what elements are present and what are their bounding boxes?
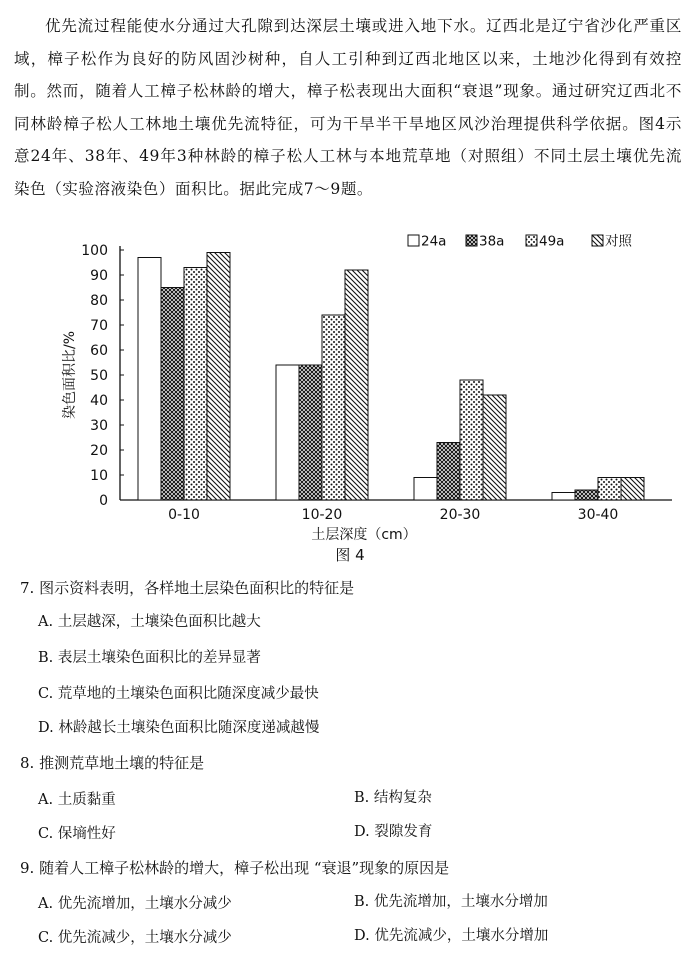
- x-axis-label: 土层深度（cm）: [311, 527, 417, 543]
- bar-38a-10-20: [299, 365, 322, 500]
- bar-38a-0-10: [161, 288, 184, 501]
- bar-chart: [0, 228, 693, 568]
- passage: [14, 10, 682, 205]
- legend-label-38a: 38a: [479, 233, 505, 250]
- bar-24a-0-10: [138, 258, 161, 501]
- y-tick-label: 90: [90, 268, 108, 284]
- y-tick-label: 100: [81, 243, 108, 259]
- bar-对照-0-10: [207, 253, 230, 501]
- y-tick-label: 60: [90, 343, 108, 359]
- bar-49a-10-20: [322, 315, 345, 500]
- question-7-option-d: D. 林龄越长土壤染色面积比随深度递减越慢: [38, 720, 320, 736]
- question-9-option-c: C. 优先流减少，土壤水分减少: [38, 930, 232, 946]
- bar-对照-20-30: [483, 395, 506, 500]
- legend-swatch-49a: [526, 235, 537, 246]
- question-9-option-d: D. 优先流减少，土壤水分增加: [354, 928, 549, 944]
- bar-24a-20-30: [414, 478, 437, 501]
- y-tick-label: 0: [99, 493, 108, 509]
- bar-对照-10-20: [345, 270, 368, 500]
- y-tick-label: 10: [90, 468, 108, 484]
- question-7-option-b: B. 表层土壤染色面积比的差异显著: [38, 650, 261, 666]
- x-tick-label: 30-40: [577, 507, 619, 523]
- legend-swatch-对照: [592, 235, 603, 246]
- x-tick-label: 20-30: [439, 507, 481, 523]
- legend-label-对照: 对照: [605, 233, 632, 250]
- legend-label-24a: 24a: [421, 233, 447, 250]
- bar-49a-0-10: [184, 268, 207, 501]
- passage-text: 优先流过程能使水分通过大孔隙到达深层土壤或进入地下水。辽西北是辽宁省沙化严重区域，樟子松作为良好的防风固沙树种，自人工引种到辽西北地区以来，土地沙化得到有效控制。然而，随着人工樟子松林龄的增大，樟子松表现出大面积“衰退”现象。通过研究辽西北不同林龄樟子松人工林地土壤优先流特征，可为干旱半干旱地区风沙治理提供科学依据。图4示意24年、38年、49年3种林龄的樟子松人工林与本地荒草地（对照组）不同土层土壤优先流染色（实验溶液染色）面积比。据此完成7～9题。: [14, 17, 682, 198]
- y-tick-label: 80: [90, 293, 108, 309]
- question-8-option-b: B. 结构复杂: [354, 790, 432, 806]
- question-9-option-b: B. 优先流增加，土壤水分增加: [354, 894, 548, 910]
- y-tick-label: 70: [90, 318, 108, 334]
- y-tick-label: 50: [90, 368, 108, 384]
- question-8-option-a: A. 土质黏重: [38, 792, 116, 808]
- bar-49a-30-40: [598, 478, 621, 501]
- chart-legend: [408, 234, 633, 250]
- question-9-stem: 9. 随着人工樟子松林龄的增大，樟子松出现 “衰退”现象的原因是: [20, 859, 450, 877]
- legend-swatch-24a: [408, 235, 419, 246]
- legend-label-49a: 49a: [539, 233, 565, 250]
- x-tick-label: 0-10: [168, 507, 200, 523]
- y-tick-label: 30: [90, 418, 108, 434]
- y-axis-label: 染色面积比/%: [62, 330, 78, 420]
- question-8-option-d: D. 裂隙发育: [354, 824, 433, 840]
- chart-bars: [138, 253, 644, 501]
- bar-24a-10-20: [276, 365, 299, 500]
- bar-24a-30-40: [552, 493, 575, 501]
- question-9-option-a: A. 优先流增加，土壤水分减少: [38, 896, 232, 912]
- question-7-option-c: C. 荒草地的土壤染色面积比随深度减少最快: [38, 686, 319, 702]
- question-8-stem: 8. 推测荒草地土壤的特征是: [20, 754, 205, 772]
- bar-对照-30-40: [621, 478, 644, 501]
- y-tick-label: 40: [90, 393, 108, 409]
- bar-49a-20-30: [460, 380, 483, 500]
- question-8-option-c: C. 保墒性好: [38, 826, 116, 842]
- figure-caption: 图 4: [335, 546, 365, 564]
- y-tick-label: 20: [90, 443, 108, 459]
- question-7-stem: 7. 图示资料表明，各样地土层染色面积比的特征是: [20, 579, 355, 597]
- x-tick-label: 10-20: [301, 507, 343, 523]
- bar-38a-20-30: [437, 443, 460, 501]
- bar-38a-30-40: [575, 490, 598, 500]
- legend-swatch-38a: [466, 235, 477, 246]
- question-7-option-a: A. 土层越深，土壤染色面积比越大: [38, 614, 261, 630]
